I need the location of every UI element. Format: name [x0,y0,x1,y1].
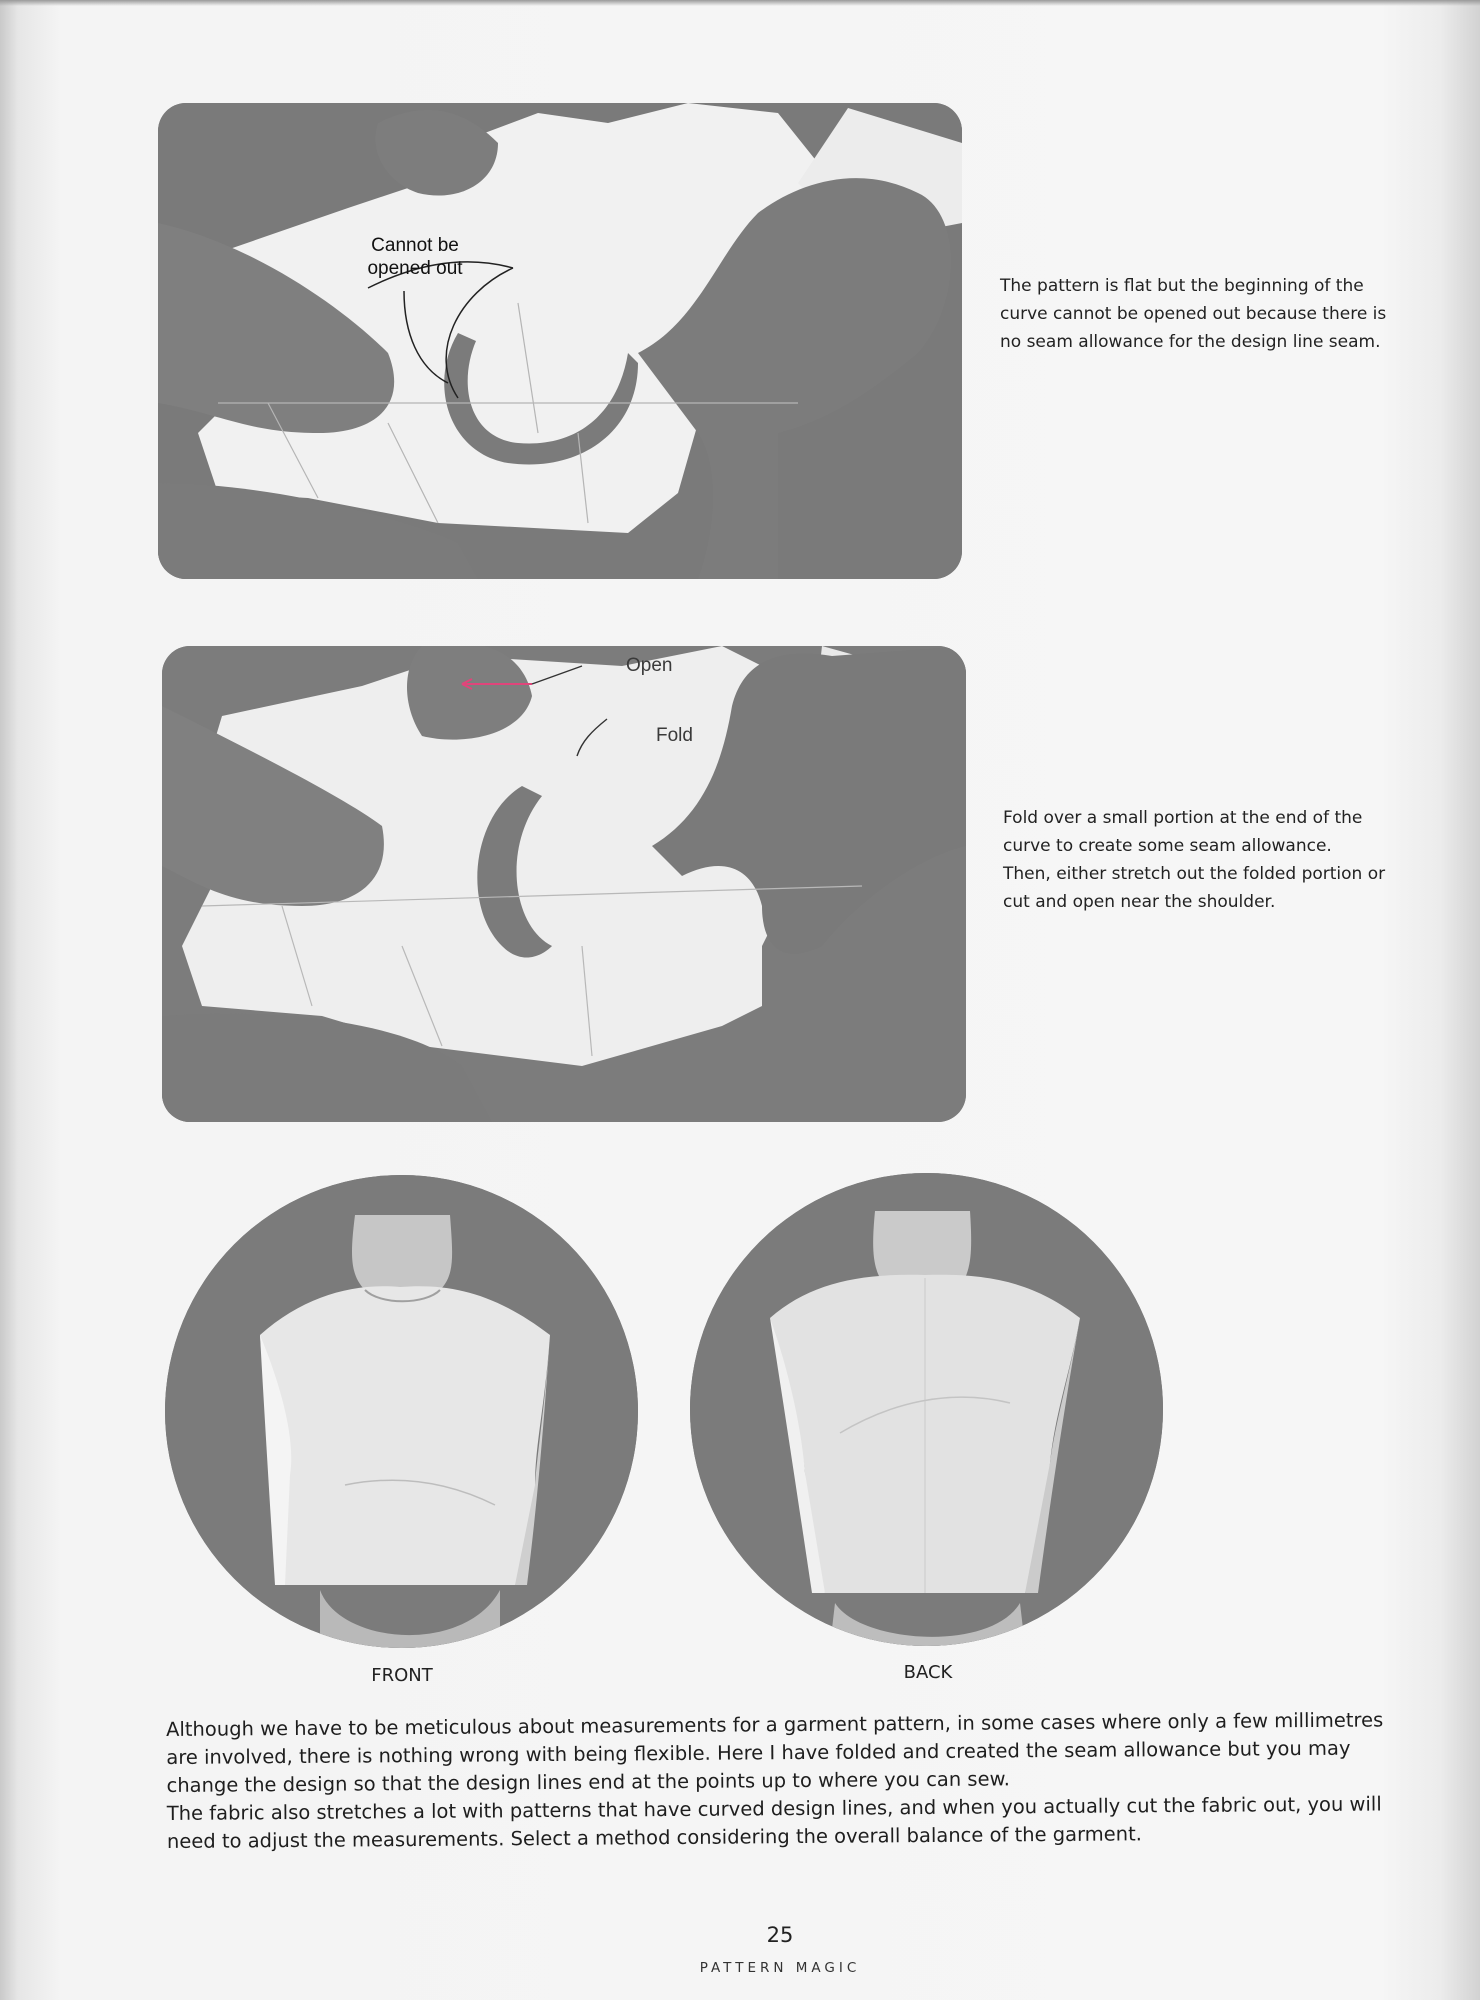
pattern-photo-1 [158,103,962,579]
running-footer: PATTERN MAGIC [699,1960,861,1976]
caption-line: Fold over a small portion at the end of the curve to create some seam allowance. [1003,808,1363,856]
page-edge [0,0,1480,6]
body-paragraph-2: The fabric also stretches a lot with patterns that have curved design lines, and when you actually cut the fabric out, you will need to adjust the measurements. Select a method considering the overall balance of the garment. [166,1792,1382,1853]
open-label: Open [626,655,673,676]
caption-line: Then, either stretch out the folded portion or cut and open near the shoulder. [1003,864,1386,912]
annotation-line-2: opened out [367,258,463,279]
caption-figure-2 [1003,804,1403,916]
back-bodice-illustration [690,1173,1163,1646]
front-bodice-illustration [165,1175,638,1648]
pattern-photo-1-illustration [158,103,962,579]
body-paragraph-1: Although we have to be meticulous about measurements for a garment pattern, in some cases where only a few millimetres are involved, there is nothing wrong with being flexible. Here I have folded and created the seam allowance but you may change the design so that the design lines end at the points up to where you can sew. [166,1708,1384,1797]
back-dress-form-photo [690,1173,1163,1646]
front-dress-form-photo [165,1175,638,1648]
front-label: FRONT [371,1665,433,1686]
back-label: BACK [903,1662,953,1683]
caption-figure-1: The pattern is flat but the beginning of the curve cannot be opened out because there is no seam allowance for the design line seam. [1000,276,1387,352]
annotation-line-1: Cannot be [371,235,459,256]
body-text [166,1706,1407,1856]
cannot-be-opened-label [350,234,480,280]
pattern-photo-2 [162,646,966,1122]
page-number: 25 [766,1923,794,1947]
pattern-photo-2-illustration [162,646,966,1122]
fold-label: Fold [656,725,693,746]
